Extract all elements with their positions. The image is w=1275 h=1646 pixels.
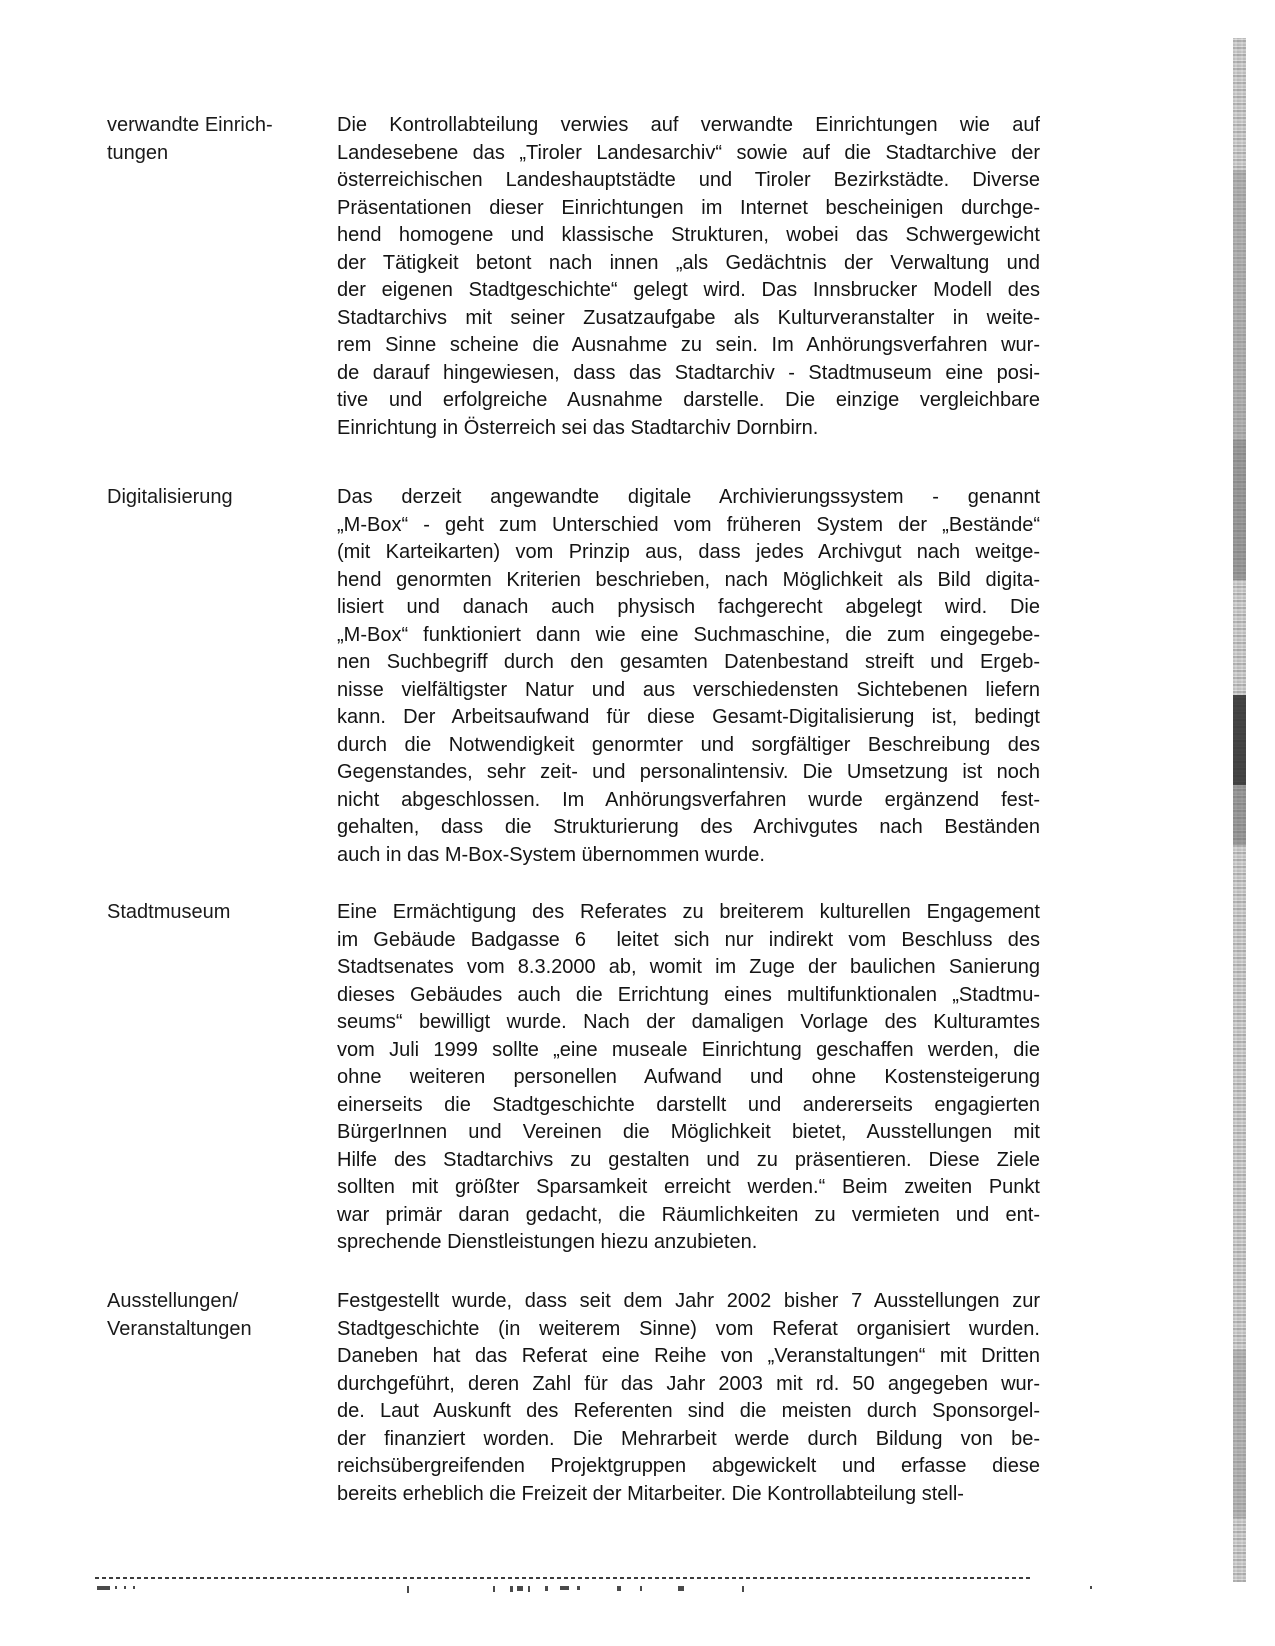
text-line: Stadtgeschichte (in weiterem Sinne) vom Referat organisiert wurden. [337,1317,1040,1340]
text-line: tive und erfolgreiche Ausnahme darstelle. Die einzige vergleichbare [337,389,1040,411]
text-line: seums“ bewilligt wurde. Nach der damaligen Vorlage des Kulturamtes [337,1011,1040,1033]
margin-label [107,112,332,167]
text-line: Einrichtung in Österreich sei das Stadtarchiv Dornbirn. [337,416,819,439]
text-line: Stadtsenates vom 8.3.2000 ab, womit im Zuge der baulichen Sanierung [337,956,1040,978]
scan-artifact-dark-patch [1233,440,1246,580]
text-line: (mit Karteikarten) vom Prinzip aus, dass jedes Archivgut nach weitge- [337,541,1040,563]
scan-artifact-dark-patch [1233,695,1246,785]
margin-label-line: Digitalisierung [107,486,233,508]
paragraph [337,112,1040,442]
text-line: der Tätigkeit betont nach innen „als Gedächtnis der Verwaltung und [337,251,1040,274]
scan-artifact-dark-patch [1233,1350,1246,1518]
text-line: kann. Der Arbeitsaufwand für diese Gesamt-Digitalisierung ist, bedingt [337,706,1040,728]
text-line: rem Sinne scheine die Ausnahme zu sein. Im Anhörungsverfahren wur- [337,334,1040,356]
text-line: BürgerInnen und Vereinen die Möglichkeit bietet, Ausstellungen mit [337,1121,1040,1143]
text-line: auch in das M-Box-System übernommen wurde. [337,843,765,866]
margin-label [107,484,332,512]
footer-cutoff-text-fragments [0,1586,1275,1596]
text-line: österreichischen Landeshauptstädte und Tiroler Bezirkstädte. Diverse [337,169,1040,191]
text-line: Das derzeit angewandte digitale Archivierungssystem - genannt [337,486,1040,508]
text-line: nicht abgeschlossen. Im Anhörungsverfahren wurde ergänzend fest- [337,788,1040,811]
text-line: lisiert und danach auch physisch fachgerecht abgelegt wird. Die [337,596,1040,618]
text-line: nen Suchbegriff durch den gesamten Datenbestand streift und Ergeb- [337,651,1040,673]
text-line: Hilfe des Stadtarchivs zu gestalten und zu präsentieren. Diese Ziele [337,1148,1040,1171]
text-line: ohne weiteren personellen Aufwand und ohne Kostensteigerung [337,1066,1040,1088]
text-line: Landesebene das „Tiroler Landesarchiv“ sowie auf die Stadtarchive der [337,141,1040,164]
paragraph [337,899,1040,1257]
margin-label [107,899,332,927]
text-line: war primär daran gedacht, die Räumlichkeiten zu vermieten und ent- [337,1203,1040,1226]
text-line: Gegenstandes, sehr zeit- und personalintensiv. Die Umsetzung ist noch [337,761,1040,783]
text-line: gehalten, dass die Strukturierung des Archivgutes nach Beständen [337,816,1040,838]
text-line: Präsentationen dieser Einrichtungen im Internet bescheinigen durchge- [337,196,1040,219]
text-line: Eine Ermächtigung des Referates zu breiterem kulturellen Engagement [337,901,1040,923]
text-line: einerseits die Stadtgeschichte darstellt und andererseits engagierten [337,1093,1040,1116]
margin-label-line: Stadtmuseum [107,901,231,923]
text-line: Daneben hat das Referat eine Reihe von „Veranstaltungen“ mit Dritten [337,1345,1040,1367]
text-line: sprechende Dienstleistungen hiezu anzubieten. [337,1231,758,1253]
text-line: Die Kontrollabteilung verwies auf verwandte Einrichtungen wie auf [337,114,1040,136]
scan-artifact-dark-patch [1233,170,1246,440]
text-line: „M-Box“ funktioniert dann wie eine Suchmaschine, die zum eingegebe- [337,623,1040,646]
paragraph [337,1288,1040,1508]
text-line: Festgestellt wurde, dass seit dem Jahr 2002 bisher 7 Ausstellungen zur [337,1290,1040,1312]
text-line: sollten mit größter Sparsamkeit erreicht werden.“ Beim zweiten Punkt [337,1176,1040,1198]
text-line: hend genormten Kriterien beschrieben, nach Möglichkeit als Bild digita- [337,568,1040,591]
text-line: bereits erheblich die Freizeit der Mitarbeiter. Die Kontrollabteilung stell- [337,1482,964,1505]
text-line: nisse vielfältigster Natur und aus verschiedensten Sichtebenen liefern [337,678,1040,701]
footer-dashed-divider [95,1577,1032,1579]
text-line: vom Juli 1999 sollte „eine museale Einrichtung geschaffen werden, die [337,1038,1040,1061]
scan-artifact-dark-patch [1233,785,1246,845]
margin-label-line: verwandte Einrich- [107,114,273,136]
text-line: durchgeführt, deren Zahl für das Jahr 2003 mit rd. 50 angegeben wur- [337,1372,1040,1395]
text-line: durch die Notwendigkeit genormter und sorgfältiger Beschreibung des [337,733,1040,756]
text-line: de darauf hingewiesen, dass das Stadtarchiv - Stadtmuseum eine posi- [337,361,1040,384]
text-line: „M-Box“ - geht zum Unterschied vom früheren System der „Bestände“ [337,513,1040,536]
scan-artifact-band [1233,38,1246,1582]
text-line: der eigenen Stadtgeschichte“ gelegt wird. Das Innsbrucker Modell des [337,279,1040,301]
text-line: hend homogene und klassische Strukturen, wobei das Schwergewicht [337,224,1040,246]
margin-label [107,1288,332,1343]
paragraph [337,484,1040,869]
text-line: der finanziert worden. Die Mehrarbeit werde durch Bildung von be- [337,1427,1040,1450]
margin-label-line: tungen [107,141,169,164]
margin-label-line: Veranstaltungen [107,1317,252,1340]
text-line: reichsübergreifenden Projektgruppen abgewickelt und erfasse diese [337,1455,1040,1477]
text-line: Stadtarchivs mit seiner Zusatzaufgabe als Kulturveranstalter in weite- [337,306,1040,329]
text-line: dieses Gebäudes auch die Errichtung eines multifunktionalen „Stadtmu- [337,983,1040,1006]
text-line: im Gebäude Badgasse 6 leitet sich nur indirekt vom Beschluss des [337,928,1040,951]
margin-label-line: Ausstellungen/ [107,1290,239,1312]
text-line: de. Laut Auskunft des Referenten sind die meisten durch Sponsorgel- [337,1400,1040,1422]
